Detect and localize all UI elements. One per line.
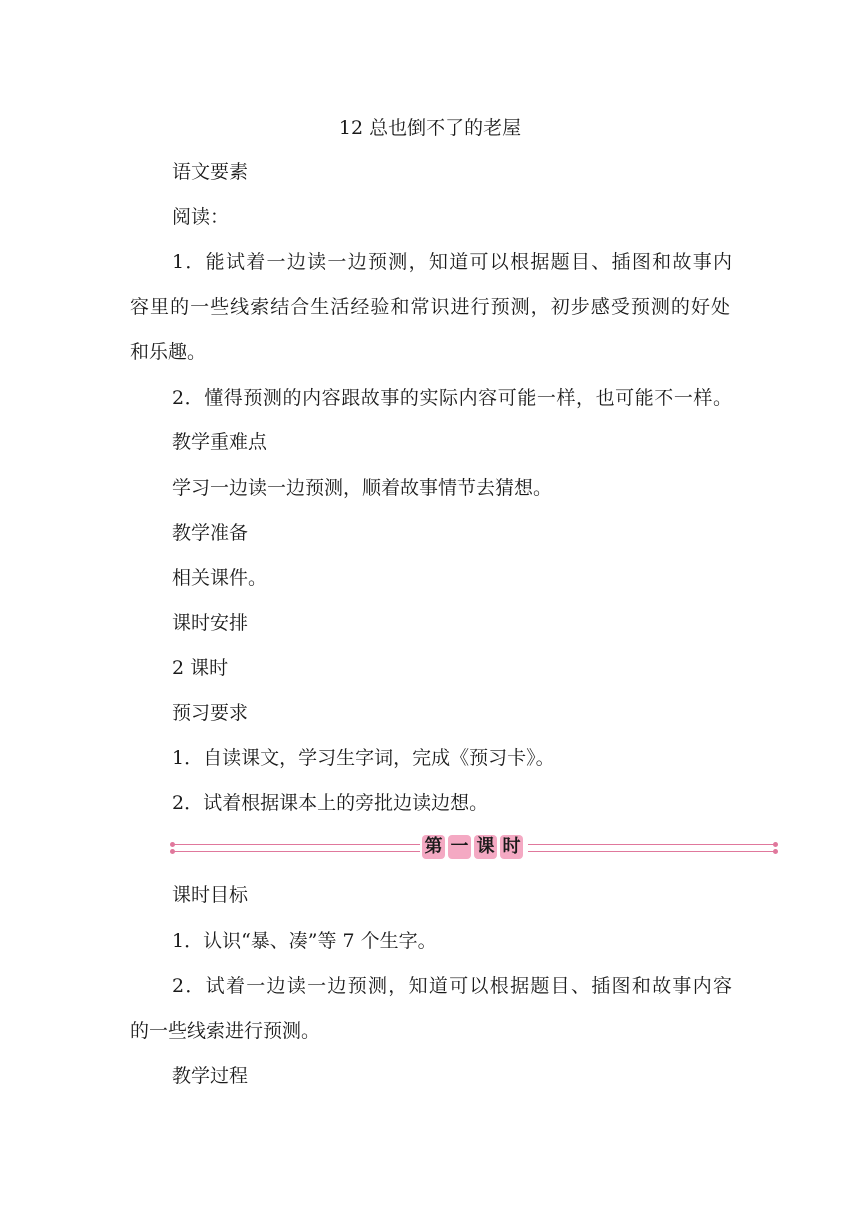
zhunbei-text: 相关课件。: [172, 567, 268, 589]
heading-jiaoxue-guocheng: 教学过程: [172, 1065, 249, 1087]
heading-yuedu: 阅读：: [172, 206, 230, 228]
mubiao-item-2-line-2: 的一些线索进行预测。: [130, 1020, 321, 1042]
badge-char-4: 时: [500, 835, 523, 859]
goal-1-line-3: 和乐趣。: [130, 341, 207, 363]
heading-anpai: 课时安排: [172, 612, 249, 634]
mubiao-item-2-line-1: 2．试着一边读一边预测，知道可以根据题目、插图和故事内容: [172, 975, 732, 997]
divider-rail-right-bottom: [528, 851, 774, 852]
heading-zhunbei: 教学准备: [172, 522, 249, 544]
goal-1-line-1: 1．能试着一边读一边预测，知道可以根据题目、插图和故事内: [172, 251, 732, 273]
heading-yuwen-yaosu: 语文要素: [172, 161, 249, 183]
heading-yuxi: 预习要求: [172, 702, 249, 724]
lesson-title: 12 总也倒不了的老屋: [338, 117, 522, 139]
heading-zhongnandian: 教学重难点: [172, 431, 268, 453]
badge-char-1: 第: [422, 835, 445, 859]
divider-rail-left-bottom: [174, 851, 420, 852]
yuxi-item-1: 1．自读课文，学习生字词，完成《预习卡》。: [172, 747, 555, 769]
zhongnandian-text: 学习一边读一边预测，顺着故事情节去猜想。: [172, 477, 553, 499]
divider-dot-right-top: [773, 842, 778, 847]
lesson-divider: [170, 834, 778, 860]
heading-keshi-mubiao: 课时目标: [172, 884, 249, 906]
divider-dot-right-bottom: [773, 849, 778, 854]
divider-rail-right-top: [528, 844, 774, 845]
badge-char-3: 课: [474, 835, 497, 859]
anpai-text: 2 课时: [172, 657, 229, 679]
yuxi-item-2: 2．试着根据课本上的旁批边读边想。: [172, 792, 489, 814]
goal-2: 2．懂得预测的内容跟故事的实际内容可能一样，也可能不一样。: [172, 387, 732, 409]
lesson-badge: [422, 835, 523, 859]
divider-rail-left-top: [174, 844, 420, 845]
badge-char-2: 一: [448, 835, 471, 859]
mubiao-item-1: 1．认识“暴、凑”等 7 个生字。: [172, 930, 437, 952]
goal-1-line-2: 容里的一些线索结合生活经验和常识进行预测，初步感受预测的好处: [130, 296, 730, 318]
